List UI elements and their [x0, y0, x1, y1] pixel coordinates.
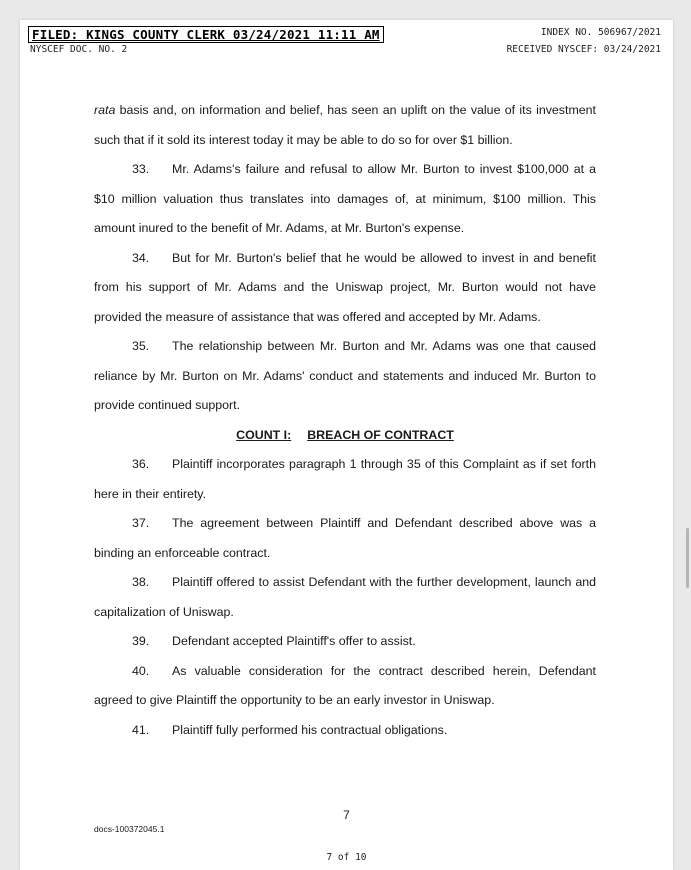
page-number: 7: [343, 808, 350, 822]
paragraph-text: But for Mr. Burton's belief that he would be allowed to invest in and benefit from his support of Mr. Adams and the Uniswap project, Mr. Burton would not have provided the measure of assistance that was offered and accepted by Mr. Adams.: [94, 250, 596, 324]
paragraph-number: 37.: [132, 516, 150, 530]
paragraph-text: As valuable consideration for the contract described herein, Defendant agreed to give Plaintiff the opportunity to be an early investor in Uniswap.: [94, 663, 596, 707]
paragraph-38: [94, 568, 596, 627]
paragraph-number: 35.: [132, 339, 150, 353]
paragraph-text: Plaintiff offered to assist Defendant with the further development, launch and capitalization of Uniswap.: [94, 575, 596, 619]
paragraph-number: 38.: [132, 575, 150, 589]
paragraph-number: 34.: [132, 250, 150, 265]
heading-label: COUNT I:: [236, 427, 292, 442]
paragraph-text: Plaintiff incorporates paragraph 1 through 35 of this Complaint as if set forth here in their entirety.: [94, 457, 596, 501]
document-page: [20, 20, 673, 870]
italic-word: rata: [94, 103, 116, 117]
document-body: [94, 96, 596, 745]
paragraph-text: The agreement between Plaintiff and Defendant described above was a binding an enforceable contract.: [94, 516, 596, 560]
continued-text: basis and, on information and belief, has seen an uplift on the value of its investment such that if it sold its interest today it may be able to do so for over $1 billion.: [94, 103, 596, 147]
paragraph-number: 40.: [132, 663, 150, 678]
paragraph-40: [94, 657, 596, 716]
received-date: RECEIVED NYSCEF: 03/24/2021: [506, 44, 661, 55]
paragraph-35: [94, 332, 596, 421]
paragraph-text: Mr. Adams's failure and refusal to allow Mr. Burton to invest $100,000 at a $10 million valuation thus translates into damages of, at minimum, $100 million. This amount inured to the benefit of Mr. Adams, at Mr. Burton's expense.: [94, 162, 596, 235]
filed-stamp: FILED: KINGS COUNTY CLERK 03/24/2021 11:11 AM: [28, 26, 384, 43]
paragraph-text: Plaintiff fully performed his contractual obligations.: [172, 722, 448, 737]
paragraph-number: 36.: [132, 457, 150, 471]
paragraph-number: 33.: [132, 162, 150, 176]
paragraph-text: The relationship between Mr. Burton and Mr. Adams was one that caused reliance by Mr. Burton on Mr. Adams' conduct and statements and induced Mr. Burton to provide continued support.: [94, 339, 596, 412]
index-number: INDEX NO. 506967/2021: [540, 27, 661, 38]
scrollbar-thumb[interactable]: [686, 528, 689, 588]
nyscef-doc-number: NYSCEF DOC. NO. 2: [30, 44, 128, 55]
paragraph-36: [94, 450, 596, 509]
paragraph-number: 39.: [132, 634, 150, 648]
paragraph-34: [94, 244, 596, 333]
paragraph-41: [94, 716, 596, 746]
paragraph-number: 41.: [132, 722, 150, 737]
section-heading: [94, 421, 596, 451]
heading-title: BREACH OF CONTRACT: [307, 427, 454, 442]
paragraph-33: [94, 155, 596, 244]
continued-paragraph: [94, 96, 596, 155]
page-of-total: 7 of 10: [326, 852, 367, 863]
paragraph-39: [94, 627, 596, 657]
paragraph-text: Defendant accepted Plaintiff's offer to assist.: [172, 634, 416, 648]
paragraph-37: [94, 509, 596, 568]
document-id: docs-100372045.1: [94, 824, 165, 834]
